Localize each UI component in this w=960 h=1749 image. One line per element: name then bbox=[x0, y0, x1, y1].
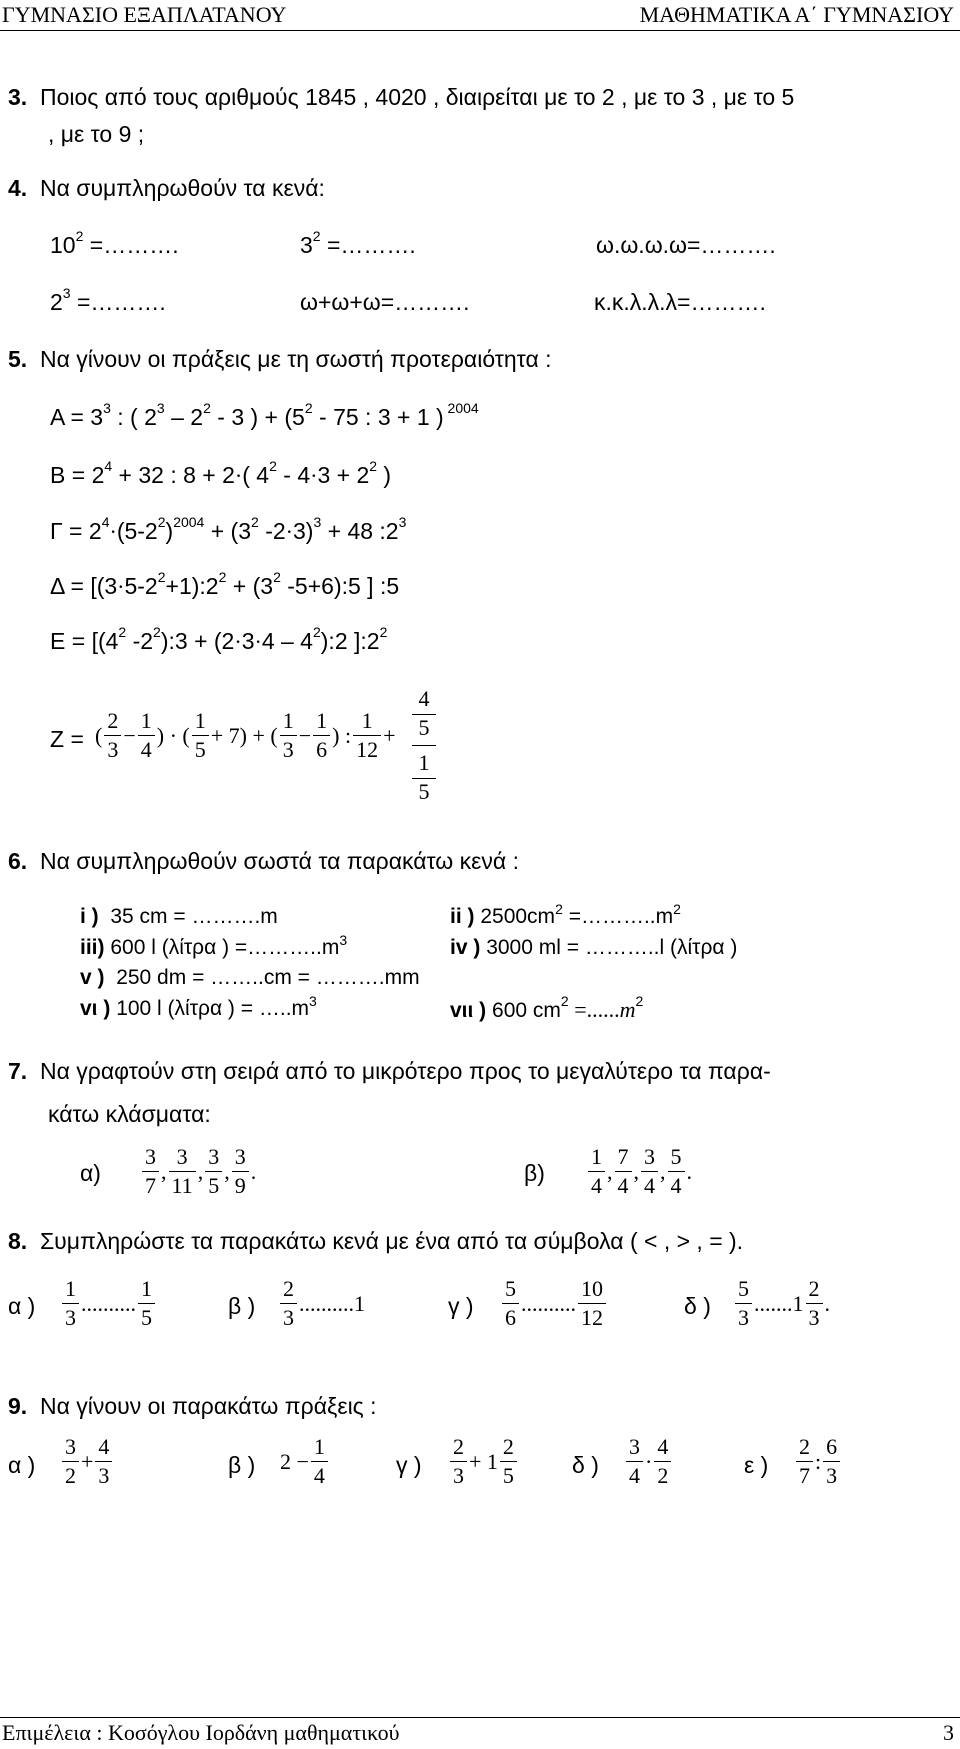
q3-line1 bbox=[8, 84, 794, 111]
q6-item-vi: vι ) 100 l (λίτρα ) = $\dots..m^3$ bbox=[80, 993, 317, 1020]
q7-text: Να γραφτούν στη σειρά από το μικρότερο προς το μεγαλύτερο τα παρα- bbox=[39, 1058, 771, 1084]
header-left: ΓΥΜΝΑΣΙΟ ΕΞΑΠΛΑΤΑΝΟΥ bbox=[2, 2, 287, 27]
q6-number: 6. bbox=[8, 848, 28, 874]
q6-item-i: i ) 35 cm = ……….m bbox=[80, 905, 278, 928]
q6-item-v: v ) 250 dm = ……..cm = ……….mm bbox=[80, 966, 420, 989]
q8-d-compare: $\frac{5}{3}$ ....... 1 $\frac{2}{3}$ . bbox=[733, 1278, 830, 1329]
q9-e-label: ε ) bbox=[744, 1452, 769, 1478]
q6-text: Να συμπληρωθούν σωστά τα παρακάτω κενά : bbox=[39, 848, 519, 874]
q4-blank-omega4: ω.ω.ω.ω=………. bbox=[596, 232, 776, 258]
q5-number: 5. bbox=[8, 346, 28, 372]
q9-b-expr: 2 − $\frac{1}{4}$ bbox=[280, 1436, 330, 1487]
q5-expr-B: $B = 2^4 + 32$ : 8 + 2·( $4^2 - 4\cdot 3 + 2^2$ ) bbox=[50, 458, 392, 488]
q7-number: 7. bbox=[8, 1058, 28, 1084]
q4-blank-10sq: $10^2$ =………. bbox=[50, 228, 179, 258]
q6-line bbox=[8, 848, 519, 875]
q8-a-label: α ) bbox=[8, 1293, 36, 1319]
q4-line bbox=[8, 175, 325, 202]
q6-item-vii: vιι ) 600 $cm^2 =......m^2$ bbox=[450, 993, 644, 1022]
q5-expr-Z-label: Ζ = bbox=[50, 726, 84, 752]
q4-blank-2cube: $2^3$ =………. bbox=[50, 285, 166, 315]
q9-d-label: δ ) bbox=[572, 1452, 599, 1478]
q5-expr-G: $\Gamma = 2^4\cdot(5-2^2)^{2004} + (3^2$ -2·3)$^3$ + 48 $:2^3$ bbox=[50, 514, 407, 544]
q5-expr-Z: ( $\frac{2}{3}$ − $\frac{1}{4}$ ) · ( $\frac{1}{5}$ + 7) + ( $\frac{1}{3}$ − $\frac{1}{6}$ ) : $\frac{1}{12}$ + bbox=[95, 708, 396, 762]
q7-a-fractions: $\frac{3}{7}$ , $\frac{3}{11}$ , $\frac{3}{5}$ , $\frac{3}{9}$ . bbox=[140, 1146, 256, 1197]
q5-expr-A: $A = 3^3$ : ( $2^3 - 2^2 - 3$ ) + ($5^2 - 75$ : 3 + 1 ) $^{2004}$ bbox=[50, 400, 479, 430]
q9-number: 9. bbox=[8, 1393, 28, 1419]
q4-blank-omega-sum: ω+ω+ω=………. bbox=[300, 289, 470, 315]
fraction: $\frac{3}{7}$ bbox=[142, 1146, 159, 1197]
q8-line bbox=[8, 1228, 743, 1255]
q9-text: Να γίνουν οι παρακάτω πράξεις : bbox=[39, 1393, 377, 1419]
footer-left: Επιμέλεια : Κοσόγλου Ιορδάνη μαθηματικού bbox=[2, 1720, 400, 1745]
q9-line bbox=[8, 1393, 377, 1420]
q9-a-label: α ) bbox=[8, 1452, 36, 1478]
q4-number: 4. bbox=[8, 175, 28, 201]
q7-text-line2: κάτω κλάσματα: bbox=[48, 1101, 211, 1127]
q9-a-expr: $\frac{3}{2}$ + $\frac{4}{3}$ bbox=[60, 1436, 114, 1487]
q4-text: Να συμπληρωθούν τα κενά: bbox=[39, 175, 325, 201]
q8-b-compare: $\frac{2}{3}$ .......... 1 bbox=[278, 1278, 365, 1329]
fraction: $\frac{3}{5}$ bbox=[205, 1146, 222, 1197]
q8-text: Συμπληρώστε τα παρακάτω κενά με ένα από τα σύμβολα ( < , > , = ). bbox=[39, 1228, 744, 1254]
q8-d-label: δ ) bbox=[684, 1293, 711, 1319]
q7-b-label: β) bbox=[524, 1160, 545, 1186]
q3-number: 3. bbox=[8, 84, 28, 110]
q5-line bbox=[8, 346, 552, 373]
q4-blank-3sq: $3^2$ =………. bbox=[300, 228, 416, 258]
q9-b-label: β ) bbox=[228, 1452, 256, 1478]
fraction: $\frac{7}{4}$ bbox=[615, 1146, 632, 1197]
q3-text-line2: , με το 9 ; bbox=[48, 121, 145, 147]
q8-c-label: γ ) bbox=[448, 1293, 474, 1319]
q5-expr-E: $E = [(4^2$ $-2^2):3 + (2\cdot 3\cdot 4$ – $4^2):2$ ]$:2^2$ bbox=[50, 624, 388, 654]
q9-d-expr: $\frac{3}{4}$ · $\frac{4}{2}$ bbox=[624, 1436, 673, 1487]
q8-number: 8. bbox=[8, 1228, 28, 1254]
q9-c-label: γ ) bbox=[396, 1452, 422, 1478]
fraction: $\frac{1}{4}$ bbox=[588, 1146, 605, 1197]
q9-e-expr: $\frac{2}{7}$ : $\frac{6}{3}$ bbox=[794, 1436, 842, 1487]
q4-blank-kappa-lambda: κ.κ.λ.λ.λ=………. bbox=[594, 289, 766, 315]
q3-text: Ποιος από τους αριθμούς 1845 , 4020 , διαιρείται με το 2 , με το 3 , με το 5 bbox=[39, 84, 795, 110]
q9-c-expr: $\frac{2}{3}$ + 1 $\frac{2}{5}$ bbox=[448, 1436, 519, 1487]
fraction: $\frac{5}{4}$ bbox=[668, 1146, 685, 1197]
q5-text: Να γίνουν οι πράξεις με τη σωστή προτεραιότητα : bbox=[39, 346, 552, 372]
q8-b-label: β ) bbox=[228, 1293, 256, 1319]
q6-item-iv: iv ) 3000 ml = ………..l (λίτρα ) bbox=[450, 936, 738, 959]
q8-c-compare: $\frac{5}{6}$ .......... $\frac{10}{12}$ bbox=[500, 1278, 608, 1329]
q5-z-complex-fraction: 4 5 1 5 bbox=[412, 686, 436, 805]
page-number: 3 bbox=[943, 1720, 954, 1745]
q8-a-compare: $\frac{1}{3}$ .......... $\frac{1}{5}$ bbox=[60, 1278, 157, 1329]
fraction: $\frac{3}{9}$ bbox=[232, 1146, 249, 1197]
q6-item-ii: ii ) $2500cm^2$ $=\dots\dots\dots..m^2$ bbox=[450, 901, 681, 928]
q7-b-fractions: $\frac{1}{4}$ , $\frac{7}{4}$ , $\frac{3}{4}$ , $\frac{5}{4}$ . bbox=[586, 1146, 692, 1197]
q5-expr-D: $\Delta = [(3\cdot 5-2^2+1):2^2 + (3^2$ -5+6):5 ] :5 bbox=[50, 569, 400, 599]
header-rule bbox=[0, 30, 960, 31]
fraction: $\frac{3}{4}$ bbox=[641, 1146, 658, 1197]
q7-line bbox=[8, 1058, 771, 1085]
fraction: $\frac{3}{11}$ bbox=[169, 1146, 196, 1197]
q6-item-iii: iii) 600 l (λίτρα ) $=\dots\dots\dots..m^3$ bbox=[80, 932, 348, 959]
q7-a-label: α) bbox=[80, 1160, 101, 1186]
header-right: ΜΑΘΗΜΑΤΙΚΑ Α΄ ΓΥΜΝΑΣΙΟΥ bbox=[639, 2, 954, 27]
footer-rule bbox=[0, 1717, 960, 1718]
